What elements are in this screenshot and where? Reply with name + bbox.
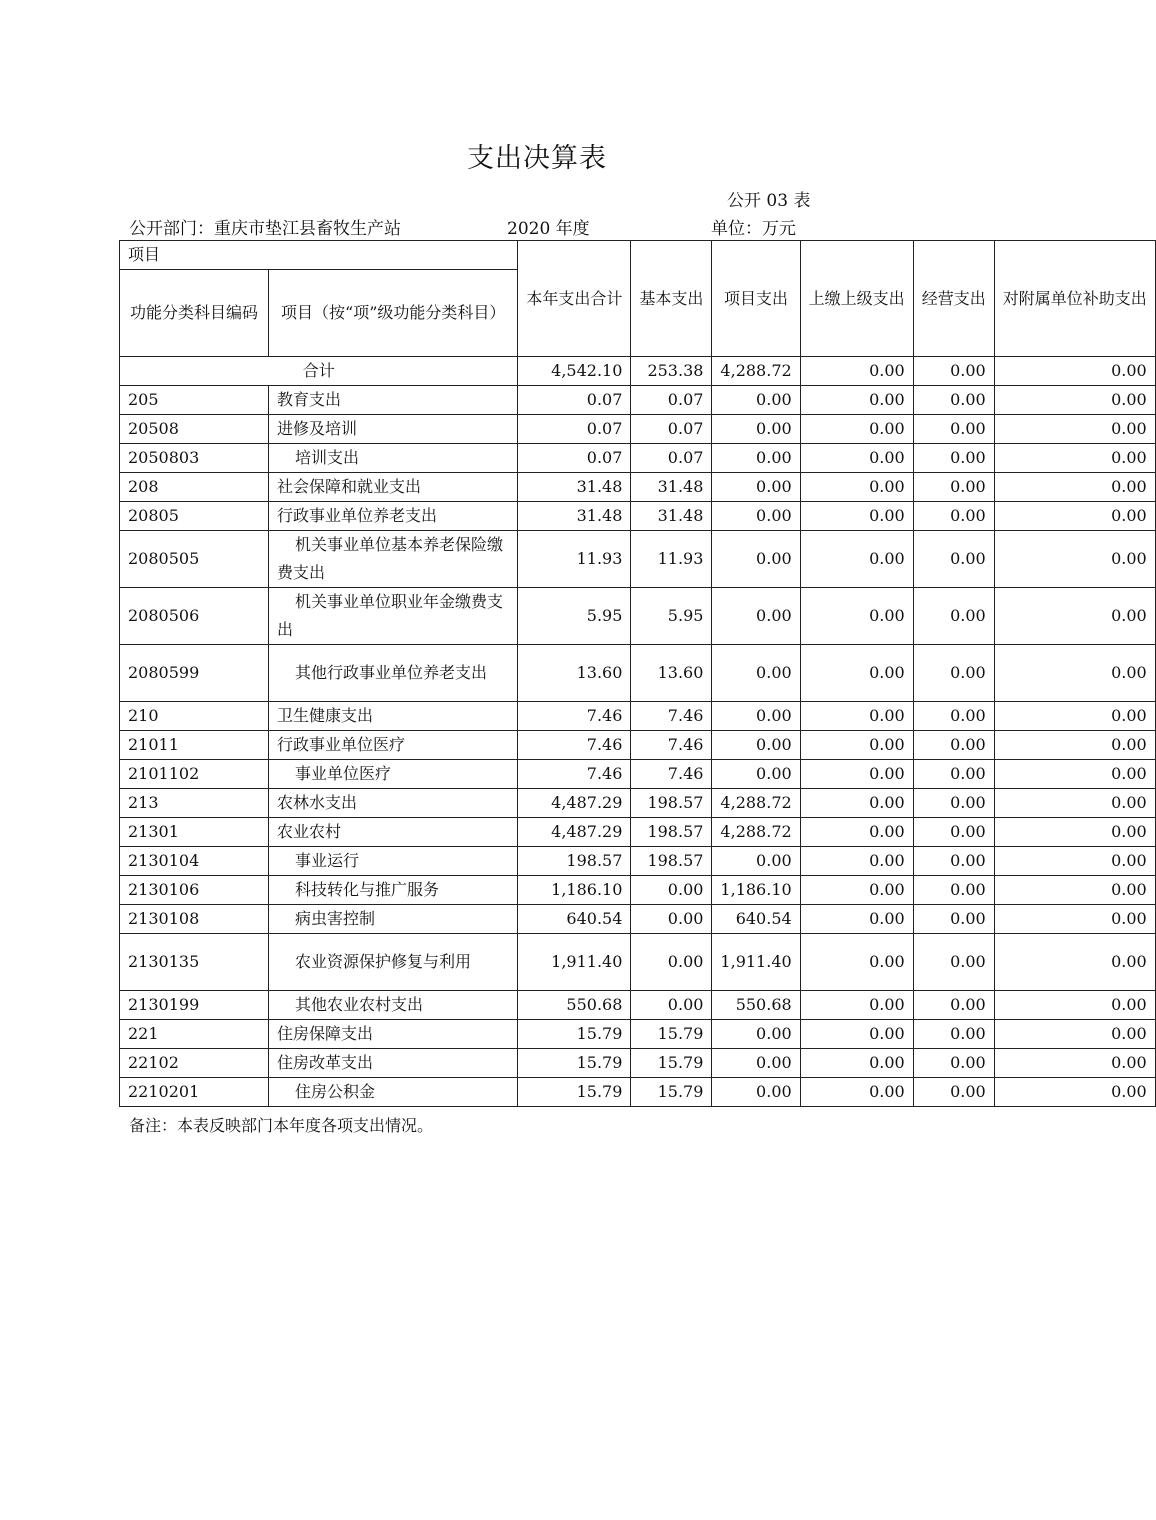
- table-row: [120, 731, 1156, 760]
- business-cell: 0.00: [913, 531, 994, 588]
- header-item-group: 项目: [120, 241, 518, 270]
- subsidy-cell: 0.00: [994, 760, 1155, 789]
- table-row: [120, 1020, 1156, 1049]
- basic-cell: 198.57: [631, 818, 712, 847]
- table-body: [120, 357, 1156, 1107]
- name-cell: 行政事业单位养老支出: [269, 502, 518, 531]
- total-cell: 11.93: [518, 531, 631, 588]
- name-cell: 机关事业单位职业年金缴费支出: [269, 588, 518, 645]
- project-cell: 0.00: [712, 847, 800, 876]
- subsidy-cell: 0.00: [994, 444, 1155, 473]
- business-cell: 0.00: [913, 1020, 994, 1049]
- table-row: [120, 502, 1156, 531]
- basic-cell: 5.95: [631, 588, 712, 645]
- subsidy-cell: 0.00: [994, 1020, 1155, 1049]
- upper-cell: 0.00: [800, 760, 913, 789]
- basic-cell: 15.79: [631, 1078, 712, 1107]
- upper-cell: 0.00: [800, 531, 913, 588]
- table-row: [120, 588, 1156, 645]
- upper-cell: 0.00: [800, 789, 913, 818]
- business-cell: 0.00: [913, 415, 994, 444]
- upper-cell: 0.00: [800, 357, 913, 386]
- business-cell: 0.00: [913, 991, 994, 1020]
- name-cell: 培训支出: [269, 444, 518, 473]
- code-cell: 2130106: [120, 876, 269, 905]
- upper-cell: 0.00: [800, 645, 913, 702]
- code-cell: 213: [120, 789, 269, 818]
- code-cell: 208: [120, 473, 269, 502]
- project-cell: 0.00: [712, 1078, 800, 1107]
- total-cell: 0.07: [518, 415, 631, 444]
- basic-cell: 0.00: [631, 934, 712, 991]
- table-row: [120, 934, 1156, 991]
- business-cell: 0.00: [913, 1049, 994, 1078]
- name-cell: 进修及培训: [269, 415, 518, 444]
- project-cell: 4,288.72: [712, 818, 800, 847]
- code-cell: 20805: [120, 502, 269, 531]
- subsidy-cell: 0.00: [994, 789, 1155, 818]
- basic-cell: 198.57: [631, 789, 712, 818]
- subsidy-cell: 0.00: [994, 1049, 1155, 1078]
- code-cell: 22102: [120, 1049, 269, 1078]
- upper-cell: 0.00: [800, 876, 913, 905]
- business-cell: 0.00: [913, 847, 994, 876]
- total-cell: 0.07: [518, 444, 631, 473]
- project-cell: 0.00: [712, 473, 800, 502]
- fiscal-year-label: 2020 年度: [507, 219, 590, 239]
- table-row: [120, 876, 1156, 905]
- name-cell: 卫生健康支出: [269, 702, 518, 731]
- total-cell: 0.07: [518, 386, 631, 415]
- project-cell: 0.00: [712, 1049, 800, 1078]
- total-cell: 15.79: [518, 1049, 631, 1078]
- total-cell: 5.95: [518, 588, 631, 645]
- total-cell: 31.48: [518, 473, 631, 502]
- basic-cell: 15.79: [631, 1020, 712, 1049]
- upper-cell: 0.00: [800, 991, 913, 1020]
- basic-cell: 31.48: [631, 502, 712, 531]
- code-cell: 2080506: [120, 588, 269, 645]
- project-cell: 640.54: [712, 905, 800, 934]
- upper-cell: 0.00: [800, 934, 913, 991]
- upper-cell: 0.00: [800, 905, 913, 934]
- project-cell: 1,911.40: [712, 934, 800, 991]
- code-cell: 21011: [120, 731, 269, 760]
- business-cell: 0.00: [913, 905, 994, 934]
- header-basic: 基本支出: [631, 241, 712, 357]
- project-cell: 0.00: [712, 386, 800, 415]
- upper-cell: 0.00: [800, 502, 913, 531]
- basic-cell: 253.38: [631, 357, 712, 386]
- subsidy-cell: 0.00: [994, 502, 1155, 531]
- code-cell: 2130135: [120, 934, 269, 991]
- name-cell: 其他农业农村支出: [269, 991, 518, 1020]
- name-cell: 机关事业单位基本养老保险缴费支出: [269, 531, 518, 588]
- name-cell: 社会保障和就业支出: [269, 473, 518, 502]
- page-title: 支出决算表: [467, 143, 607, 174]
- table-row: [120, 386, 1156, 415]
- name-cell: 教育支出: [269, 386, 518, 415]
- name-cell: 病虫害控制: [269, 905, 518, 934]
- project-cell: 0.00: [712, 502, 800, 531]
- table-row: [120, 991, 1156, 1020]
- subsidy-cell: 0.00: [994, 991, 1155, 1020]
- subsidy-cell: 0.00: [994, 876, 1155, 905]
- header-code: 功能分类科目编码: [120, 270, 269, 357]
- name-cell: 科技转化与推广服务: [269, 876, 518, 905]
- business-cell: 0.00: [913, 789, 994, 818]
- subsidy-cell: 0.00: [994, 847, 1155, 876]
- upper-cell: 0.00: [800, 847, 913, 876]
- name-cell: 农业资源保护修复与利用: [269, 934, 518, 991]
- subsidy-cell: 0.00: [994, 588, 1155, 645]
- table-row: [120, 818, 1156, 847]
- total-cell: 13.60: [518, 645, 631, 702]
- upper-cell: 0.00: [800, 1049, 913, 1078]
- table-row: [120, 444, 1156, 473]
- basic-cell: 198.57: [631, 847, 712, 876]
- total-label: 合计: [120, 357, 518, 386]
- code-cell: 20508: [120, 415, 269, 444]
- remark-note: 备注：本表反映部门本年度各项支出情况。: [129, 1116, 434, 1135]
- project-cell: 0.00: [712, 588, 800, 645]
- name-cell: 其他行政事业单位养老支出: [269, 645, 518, 702]
- basic-cell: 0.00: [631, 876, 712, 905]
- subsidy-cell: 0.00: [994, 386, 1155, 415]
- code-cell: 205: [120, 386, 269, 415]
- total-cell: 198.57: [518, 847, 631, 876]
- business-cell: 0.00: [913, 731, 994, 760]
- code-cell: 2080599: [120, 645, 269, 702]
- form-number: 公开 03 表: [727, 191, 811, 211]
- total-cell: 4,542.10: [518, 357, 631, 386]
- basic-cell: 15.79: [631, 1049, 712, 1078]
- code-cell: 210: [120, 702, 269, 731]
- subsidy-cell: 0.00: [994, 415, 1155, 444]
- header-subsidy: 对附属单位补助支出: [994, 241, 1155, 357]
- basic-cell: 7.46: [631, 702, 712, 731]
- total-cell: 4,487.29: [518, 818, 631, 847]
- subsidy-cell: 0.00: [994, 818, 1155, 847]
- table-row: [120, 760, 1156, 789]
- subsidy-cell: 0.00: [994, 702, 1155, 731]
- total-cell: 4,487.29: [518, 789, 631, 818]
- project-cell: 550.68: [712, 991, 800, 1020]
- basic-cell: 0.00: [631, 991, 712, 1020]
- code-cell: 21301: [120, 818, 269, 847]
- project-cell: 0.00: [712, 702, 800, 731]
- basic-cell: 0.07: [631, 415, 712, 444]
- business-cell: 0.00: [913, 444, 994, 473]
- basic-cell: 7.46: [631, 731, 712, 760]
- project-cell: 0.00: [712, 1020, 800, 1049]
- project-cell: 0.00: [712, 760, 800, 789]
- name-cell: 住房保障支出: [269, 1020, 518, 1049]
- subsidy-cell: 0.00: [994, 905, 1155, 934]
- basic-cell: 0.07: [631, 386, 712, 415]
- name-cell: 农业农村: [269, 818, 518, 847]
- table-row: [120, 473, 1156, 502]
- basic-cell: 0.00: [631, 905, 712, 934]
- upper-cell: 0.00: [800, 702, 913, 731]
- subsidy-cell: 0.00: [994, 645, 1155, 702]
- name-cell: 行政事业单位医疗: [269, 731, 518, 760]
- upper-cell: 0.00: [800, 818, 913, 847]
- table-row: [120, 905, 1156, 934]
- project-cell: 0.00: [712, 444, 800, 473]
- business-cell: 0.00: [913, 588, 994, 645]
- upper-cell: 0.00: [800, 415, 913, 444]
- upper-cell: 0.00: [800, 588, 913, 645]
- business-cell: 0.00: [913, 386, 994, 415]
- name-cell: 住房改革支出: [269, 1049, 518, 1078]
- subsidy-cell: 0.00: [994, 473, 1155, 502]
- business-cell: 0.00: [913, 876, 994, 905]
- project-cell: 0.00: [712, 415, 800, 444]
- basic-cell: 31.48: [631, 473, 712, 502]
- business-cell: 0.00: [913, 473, 994, 502]
- project-cell: 0.00: [712, 731, 800, 760]
- business-cell: 0.00: [913, 645, 994, 702]
- basic-cell: 13.60: [631, 645, 712, 702]
- business-cell: 0.00: [913, 760, 994, 789]
- name-cell: 住房公积金: [269, 1078, 518, 1107]
- subsidy-cell: 0.00: [994, 531, 1155, 588]
- upper-cell: 0.00: [800, 1020, 913, 1049]
- table-row: [120, 415, 1156, 444]
- code-cell: 2101102: [120, 760, 269, 789]
- header-project: 项目支出: [712, 241, 800, 357]
- unit-label: 单位：万元: [711, 219, 796, 239]
- total-cell: 7.46: [518, 731, 631, 760]
- business-cell: 0.00: [913, 1078, 994, 1107]
- total-cell: 1,186.10: [518, 876, 631, 905]
- header-upper: 上缴上级支出: [800, 241, 913, 357]
- name-cell: 农林水支出: [269, 789, 518, 818]
- upper-cell: 0.00: [800, 386, 913, 415]
- total-cell: 550.68: [518, 991, 631, 1020]
- subsidy-cell: 0.00: [994, 357, 1155, 386]
- business-cell: 0.00: [913, 818, 994, 847]
- code-cell: 2130199: [120, 991, 269, 1020]
- upper-cell: 0.00: [800, 1078, 913, 1107]
- total-cell: 1,911.40: [518, 934, 631, 991]
- table-row: [120, 847, 1156, 876]
- table-row: [120, 645, 1156, 702]
- basic-cell: 0.07: [631, 444, 712, 473]
- table-row: [120, 1049, 1156, 1078]
- total-cell: 31.48: [518, 502, 631, 531]
- department-label: 公开部门：重庆市垫江县畜牧生产站: [129, 219, 401, 239]
- code-cell: 2130108: [120, 905, 269, 934]
- name-cell: 事业运行: [269, 847, 518, 876]
- business-cell: 0.00: [913, 934, 994, 991]
- total-cell: 640.54: [518, 905, 631, 934]
- header-row-top: [120, 241, 1156, 270]
- project-cell: 0.00: [712, 645, 800, 702]
- project-cell: 4,288.72: [712, 789, 800, 818]
- project-cell: 0.00: [712, 531, 800, 588]
- total-cell: 15.79: [518, 1078, 631, 1107]
- code-cell: 2080505: [120, 531, 269, 588]
- code-cell: 221: [120, 1020, 269, 1049]
- upper-cell: 0.00: [800, 444, 913, 473]
- table-row: [120, 789, 1156, 818]
- business-cell: 0.00: [913, 702, 994, 731]
- subsidy-cell: 0.00: [994, 731, 1155, 760]
- code-cell: 2050803: [120, 444, 269, 473]
- code-cell: 2130104: [120, 847, 269, 876]
- header-name: 项目（按“项”级功能分类科目）: [269, 270, 518, 357]
- total-row: [120, 357, 1156, 386]
- total-cell: 7.46: [518, 702, 631, 731]
- business-cell: 0.00: [913, 357, 994, 386]
- business-cell: 0.00: [913, 502, 994, 531]
- total-cell: 15.79: [518, 1020, 631, 1049]
- subsidy-cell: 0.00: [994, 1078, 1155, 1107]
- header-total: 本年支出合计: [518, 241, 631, 357]
- table-row: [120, 1078, 1156, 1107]
- header-business: 经营支出: [913, 241, 994, 357]
- table-row: [120, 531, 1156, 588]
- upper-cell: 0.00: [800, 473, 913, 502]
- project-cell: 1,186.10: [712, 876, 800, 905]
- subsidy-cell: 0.00: [994, 934, 1155, 991]
- name-cell: 事业单位医疗: [269, 760, 518, 789]
- table-row: [120, 702, 1156, 731]
- expenditure-table: [119, 240, 1156, 1107]
- project-cell: 4,288.72: [712, 357, 800, 386]
- basic-cell: 11.93: [631, 531, 712, 588]
- upper-cell: 0.00: [800, 731, 913, 760]
- code-cell: 2210201: [120, 1078, 269, 1107]
- basic-cell: 7.46: [631, 760, 712, 789]
- total-cell: 7.46: [518, 760, 631, 789]
